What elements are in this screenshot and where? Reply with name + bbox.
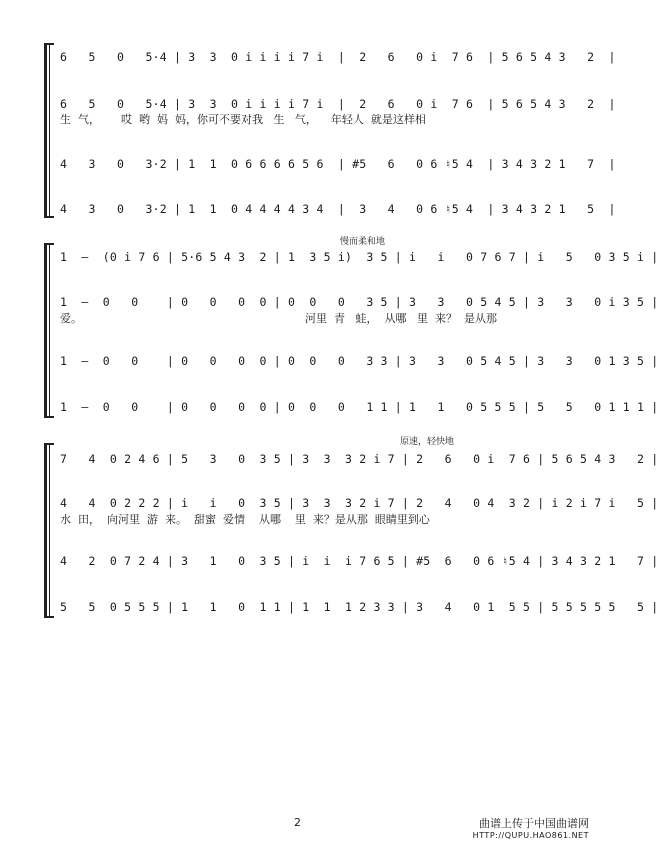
staff-row-bass: 1 — 0 0 | 0 0 0 0 | 0 0 0 1 1 | 1 1 0 5 5 5 | 5 5 0 1 1 1 | [60, 400, 658, 414]
staff-row-melody: 6 5 0 5·4 | 3 3 0 i i i i 7 i | 2 6 0 i 7 6 | 5 6 5 4 3 2 | [60, 97, 616, 111]
page-number: 2 [294, 816, 301, 829]
staff-row-alto: 4 2 0 7 2 4 | 3 1 0 3 5 | i i i 7 6 5 | #5 6 0 6 ♮5 4 | 3 4 3 2 1 7 | [60, 554, 658, 568]
staff-row-soprano: 1 — (0 i 7 6 | 5·6 5 4 3 2 | 1 3 5 i) 3 5 | i i 0 7 6 7 | i 5 0 3 5 i | [60, 250, 658, 264]
staff-row-bass: 5 5 0 5 5 5 | 1 1 0 1 1 | 1 1 1 2 3 3 | 3 4 0 1 5 5 | 5 5 5 5 5 5 | [60, 600, 658, 614]
watermark-text: 曲谱上传于中国曲谱网 [479, 817, 589, 830]
staff-row-soprano: 7 4 0 2 4 6 | 5 3 0 3 5 | 3 3 3 2 i 7 | 2 6 0 i 7 6 | 5 6 5 4 3 2 | [60, 452, 658, 466]
watermark-url[interactable]: HTTP://QUPU.HAO861.NET [472, 831, 589, 840]
staff-row-melody: 4 4 0 2 2 2 | i i 0 3 5 | 3 3 3 2 i 7 | 2 4 0 4 3 2 | i 2 i 7 i 5 | [60, 496, 658, 510]
lyric-line: 生 气， 哎 哟 妈 妈，你可不要对我 生 气， 年轻人 就是这样相 [60, 113, 426, 126]
system-bracket-line [49, 445, 50, 617]
lyric-line: 水 田， 向河里 游 来。 甜蜜 爱情 从哪 里 来？是从那 眼睛里到心 [60, 513, 430, 526]
system-bracket [44, 45, 47, 217]
lyric-line-start: 爱。 [60, 312, 82, 325]
staff-row-soprano: 6 5 0 5·4 | 3 3 0 i i i i 7 i | 2 6 0 i 7 6 | 5 6 5 4 3 2 | [60, 50, 616, 64]
system-bracket-line [49, 45, 50, 217]
system-bracket [44, 445, 47, 617]
tempo-marking: 原速，轻快地 [400, 437, 455, 447]
staff-row-alto: 4 3 0 3·2 | 1 1 0 6 6 6 6 5 6 | #5 6 0 6 ♮5 4 | 3 4 3 2 1 7 | [60, 157, 616, 171]
lyric-line: 河里 青 蛙， 从哪 里 来？ 是从那 [305, 312, 497, 325]
staff-row-melody: 1 — 0 0 | 0 0 0 0 | 0 0 0 3 5 | 3 3 0 5 4 5 | 3 3 0 i 3 5 | [60, 295, 658, 309]
staff-row-alto: 1 — 0 0 | 0 0 0 0 | 0 0 0 3 3 | 3 3 0 5 4 5 | 3 3 0 1 3 5 | [60, 354, 658, 368]
system-bracket [44, 245, 47, 417]
staff-row-bass: 4 3 0 3·2 | 1 1 0 4 4 4 4 3 4 | 3 4 0 6 ♮5 4 | 3 4 3 2 1 5 | [60, 202, 616, 216]
system-bracket-line [49, 245, 50, 417]
site-watermark [473, 818, 589, 842]
tempo-marking: 慢而柔和地 [340, 237, 386, 247]
